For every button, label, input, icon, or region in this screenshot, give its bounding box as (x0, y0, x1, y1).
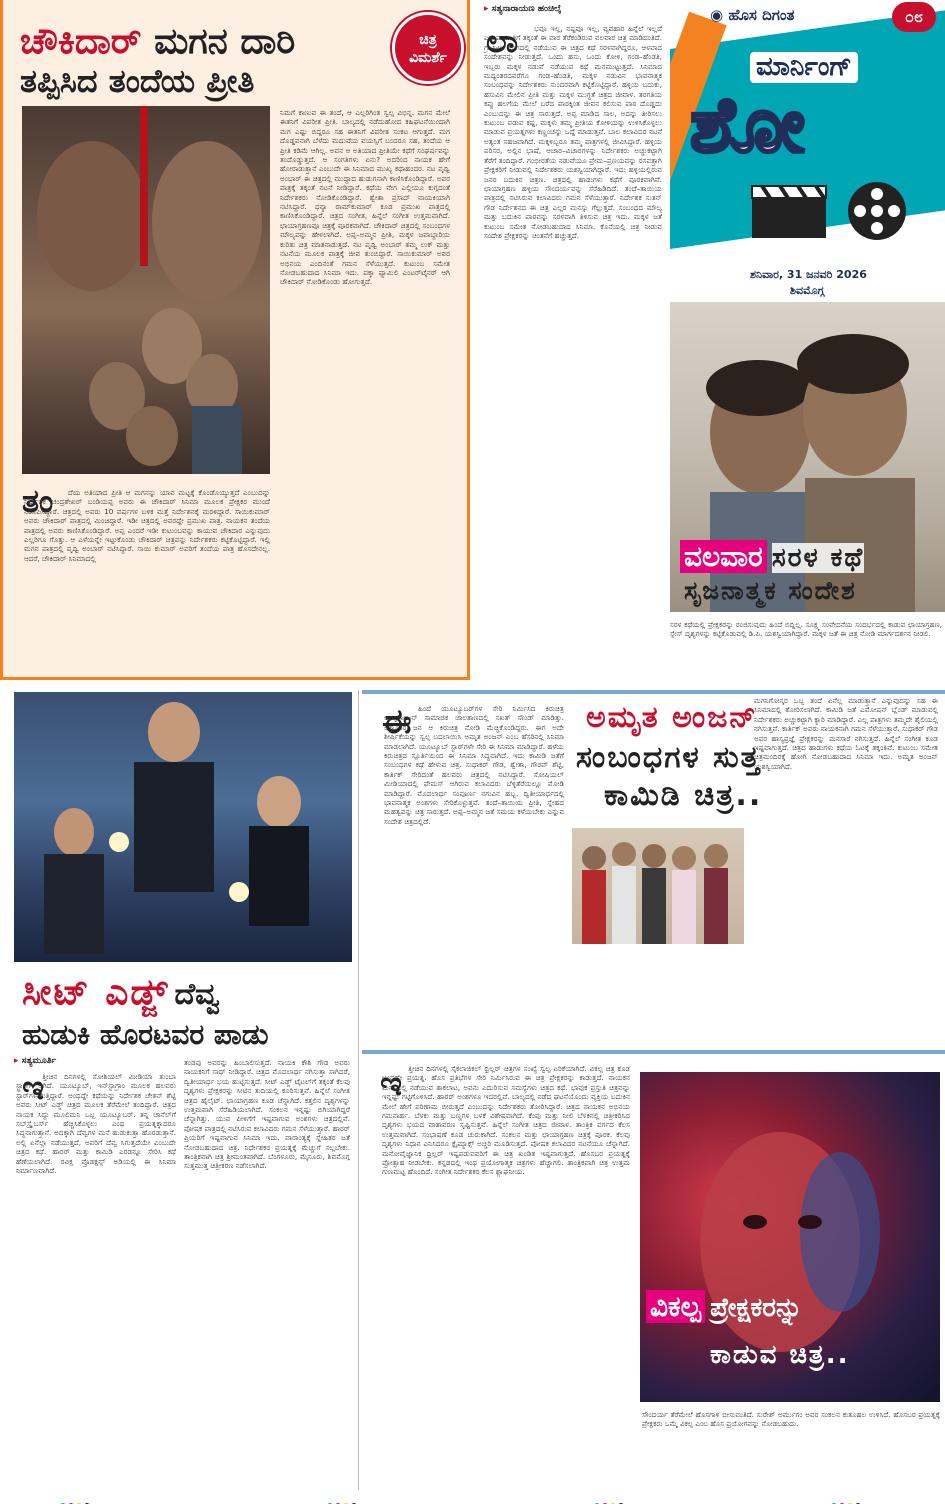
seat-edge-headline-line1 (22, 972, 220, 1014)
valavara-highlight: ವಲವಾರ (680, 540, 767, 573)
valavara-byline-text: ಸತ್ಯನಾರಾಯಣ ಹಂಚಿಲ್ಕೆ (491, 4, 562, 14)
section-title-small: ಮಾರ್ನಿಂಗ್ (750, 52, 858, 83)
amrutha-cast-photo (572, 828, 744, 944)
valavara-headline-rest: ಸರಳ ಕಥೆ (771, 543, 865, 573)
chowkidar-column-bottom: ದೆಯ ಅತಿಯಾದ ಪ್ರೀತಿ ಆ ಮಗನನ್ನು ಯಾವ ಮಟ್ಟಕ್ಕೆ ಕೊಂಡೊಯ್ಯುತ್ತದೆ ಎಂಬುದನ್ನು ನಿರ್ದೇಶಕ ಚಂದ್ರಶೇಖರ್ ಬಂಡಿಯಪ್ಪ ಅವರು ಈ ಚೌಕಿದಾರ್ ಸಿನಿಮಾ ಮೂಲಕ ಪ್ರೇಕ್ಷಕರ ಮುಂದೆ ನಿರೂಪಿಸಿದ್ದಾರೆ. ಚಿತ್ರದಲ್ಲಿ ಅವರು 10 ವರ್ಷಗಳ ಬಳಿಕ ಮತ್ತೆ ನಿರ್ದೇಶನಕ್ಕೆ ಮರಳಿದ್ದಾರೆ. ಸಾಯಿಕುಮಾರ್ ಅವರು ಚೌಕಿದಾರ್ ಪಾತ್ರದಲ್ಲಿ ಮಿಂಚಿದ್ದಾರೆ. ಇಡೀ ಚಿತ್ರದಲ್ಲಿ ಅವರದ್ದೇ ಪ್ರಮುಖ ಪಾತ್ರ. ನಾಯಕನ ತಂದೆಯ ಪಾತ್ರದಲ್ಲಿ ಅವರು ಕಾಣಿಸಿಕೊಂಡಿದ್ದಾರೆ. ಅಪ್ಪ ಎಂದರೆ ಇಡೀ ಕುಟುಂಬವನ್ನು ಕಾಯುವ ಚೌಕಿದಾರ ಎನ್ನುವುದು ಎಲ್ಲರಿಗೂ ಗೊತ್ತು. ಆ ಎಳೆಯನ್ನೇ ಇಟ್ಟುಕೊಂಡು ಚೌಕಿದಾರ್ ಚಿತ್ರವನ್ನು ನಿರ್ದೇಶಕರು ಕಟ್ಟಿಕೊಟ್ಟಿದ್ದಾರೆ. ಇಲ್ಲಿ ಮಗನ ಪಾತ್ರದಲ್ಲಿ ಪೃಥ್ವಿ ಅಂಬಾರ್ ನಟಿಸಿದ್ದಾರೆ. ಸಾಯಿ ಕುಮಾರ್ ಅವರಿಗೆ ತಂದೆಯ ಪಾತ್ರ ಹೊಸದೇನಲ್ಲ. ಆದರೆ, ಚೌಕಿದಾರ್ ಸಿನಿಮಾದಲ್ಲಿ (24, 488, 270, 563)
paper-name-text: ಹೊಸ ದಿಗಂತ (728, 6, 795, 24)
chowkidar-title-red: ಚೌಕಿದಾರ್ (20, 21, 142, 62)
amrutha-column1: ಹಿಂದೆ ಯೂಟ್ಯೂಬರ್‌ಗಳ ಸೇರಿ ನಿರ್ಮಿಸಿದ ಕಿರುಚಿತ್ರ ಅಮೃತಾಂಜನ್ ಸಾಮಾಜಿಕ ಜಾಲತಾಣದಲ್ಲಿ ಸಖತ್ ಸೌಂಡ್ ಮಾಡಿತ್ತು. ಲಕ್ಷಾಂತರ ಜನ ಆ ಕಿರುಚಿತ್ರ ನೋಡಿ ಮೆಚ್ಚಿಕೊಂಡಿದ್ದರು. ಈಗ ಅದೇ ಶೀರ್ಷಿಕೆಯನ್ನು ಸ್ವಲ್ಪ ಬದಲಾಯಿಸಿ ಅಮೃತ ಅಂಜನ್ ಎಂಬ ಹೆಸರಿನಲ್ಲಿ ಸಿನಿಮಾ ಮಾಡಲಾಗಿದೆ. ಯೂಟ್ಯೂಬ್ ಸ್ಟಾರ್‌ಗಳೇ ಸೇರಿ ಈ ಸಿನಿಮಾ ಮಾಡಿದ್ದಾರೆ. ಹಳೆಯ ಕಿರುಚಿತ್ರದ ಸ್ಪೂರ್ತಿಯಿಂದ ಈ ಸಿನಿಮಾ ಸಿದ್ಧವಾಗಿದೆ. ಇದು ಕಾಮಿಡಿ ಜತೆಗೆ ಸಂಬಂಧಗಳ ಕಥೆ ಹೇಳುವ ಚಿತ್ರ. ಸುಧಾಕರ್ ಗೌಡ, ಶ್ವೇತಾ, ಗೌರವ್ ಶೆಟ್ಟಿ, ಕಾರ್ತಿಕ್ ಸೇರಿದಂತೆ ಹಲವರು ಚಿತ್ರದಲ್ಲಿ ನಟಿಸಿದ್ದಾರೆ. ಸೋಷಿಯಲ್ ಮೀಡಿಯಾದಲ್ಲಿ ಫೇಮಸ್ ಆಗಿರುವ ಕಲಾವಿದರು ಬೆಳ್ಳಿತೆರೆಯಲ್ಲೂ ಮೋಡಿ ಮಾಡಿದ್ದಾರೆ. ಮೊದಲಾರ್ಧ ಸಂಪೂರ್ಣ ನಗುವಿನ ಹಬ್ಬ. ದ್ವಿತೀಯಾರ್ಧದಲ್ಲಿ ಭಾವನಾತ್ಮಕ ಅಂಶಗಳು ಸೇರಿಕೊಳ್ಳುತ್ತವೆ. ತಂದೆ–ತಾಯಿಯ ಪ್ರೀತಿ, ಸ್ನೇಹದ ಮಹತ್ವವನ್ನು ಚಿತ್ರ ಸಾರುತ್ತದೆ. ಅಪ್ಪ–ಅಮ್ಮನ ಜತೆ ಸಮಯ ಕಳೆಯಬೇಕು ಎನ್ನುವ ಸಂದೇಶ ಚಿತ್ರದಲ್ಲಿದೆ. (384, 704, 564, 826)
seat-edge-illustration (14, 692, 352, 962)
section-title-big: ಶೋ (690, 80, 806, 169)
valavara-headline-line2: ಸೃಜನಾತ್ಮಕ ಸಂದೇಶ (684, 576, 857, 605)
vertical-divider (358, 690, 359, 1490)
badge-line2: ವಿಮರ್ಶೆ (409, 50, 447, 66)
masthead-city: ಶಿವಮೊಗ್ಗ (790, 284, 825, 297)
page-number: ೦೮ (892, 2, 936, 32)
amrutha-headline-line2: ಸಂಬಂಧಗಳ ಸುತ್ತ (576, 740, 762, 775)
vikalpa-headline-line1 (646, 1290, 802, 1324)
masthead (670, 0, 945, 300)
seat-edge-title-rest: ದೆವ್ವ (174, 977, 220, 1012)
chowkidar-headline-line1 (20, 22, 295, 62)
paper-name (710, 6, 794, 24)
valavara-byline (484, 4, 561, 14)
amrutha-column2: ಮಗನಿಗೋಸ್ಕರ ಒಬ್ಬ ತಂದೆ ಏನೆಲ್ಲ ಮಾಡುತ್ತಾನೆ ಎನ್ನುವುದನ್ನು ಸಹ ಈ ಸಿನಿಮಾದಲ್ಲಿ ತೋರಿಸಲಾಗಿದೆ. ಕಾಮಿಡಿ ಜತೆ ಎಮೋಷನ್ ಬ್ಲೆಂಡ್ ಮಾಡುವಲ್ಲಿ ನಿರ್ದೇಶಕರು ಅಚ್ಚುಕಟ್ಟಾಗಿ ಕ್ಯಾರಿ ಮಾಡಿದ್ದಾರೆ. ಎಲ್ಲ ಪಾತ್ರಗಳು ತಮ್ಮದೇ ಶೈಲಿಯಲ್ಲಿ ನಗಿಸುತ್ತವೆ. ಕಾರ್ತಿಕ್ ಅವರು ನಾಯಕನಾಗಿ ಗಮನ ಸೆಳೆಯುತ್ತಾರೆ. ಸುಧಾಕರ್ ಗೌಡ ಅವರ ಹಾಸ್ಯಪ್ರಜ್ಞೆ ಪ್ರೇಕ್ಷಕರನ್ನು ಮನಸಾರೆ ನಗಿಸುತ್ತದೆ. ಹಿನ್ನೆಲೆ ಸಂಗೀತ ಕೂಡ ಇಷ್ಟವಾಗುತ್ತದೆ. ಚಿತ್ರದ ಹಾಡುಗಳು ಕಥೆಯ ಓಟಕ್ಕೆ ತಕ್ಕಂತಿವೆ. ಕುಟುಂಬ ಸಮೇತ ಚಿತ್ರಮಂದಿರಕ್ಕೆ ಹೋಗಿ ನೋಡಬಹುದಾದ ಸಿನಿಮಾ ಇದು. ಅಮೃತ ಅಂಜನ್ ಯಶಸ್ವಿಯಾಗಿದೆ. (754, 696, 938, 771)
chowkidar-dropcap: ತಂ (22, 482, 54, 520)
seat-edge-headline-line2: ಹುಡುಕಿ ಹೊರಟವರ ಪಾಡು (22, 1018, 269, 1051)
clapper-icon (750, 180, 830, 240)
vikalpa-highlight: ವಿಕಲ್ಪ (646, 1290, 705, 1323)
seat-edge-column1: ತ್ತೀಚಿನ ದಿನಗಳಲ್ಲಿ ಸೋಶಿಯಲ್ ಮೀಡಿಯಾ ತುಂಬಾ ಸ್ಟ್ರಾಂಗ್ ಆಗಿದೆ. ಯೂಟ್ಯೂಬ್, ಇನ್‌ಸ್ಟಾಗ್ರಾಂ ಮೂಲಕ ಹಲವರು ಸ್ಟಾರ್‌ಗಳಾಗುತ್ತಿದ್ದಾರೆ. ಅಂಥದ್ದೇ ಕಥೆಯನ್ನು ನಿರ್ದೇಶಕ ಚೇತನ್ ಶೆಟ್ಟಿ ಅವರು ಸೀಟ್ ಎಡ್ಜ್ ಚಿತ್ರದ ಮೂಲಕ ತೆರೆಮೇಲೆ ತಂದಿದ್ದಾರೆ. ಚಿತ್ರದ ನಾಯಕ ಸಿದ್ದು ಮೂಲಿಮನಿ ಒಬ್ಬ ಯೂಟ್ಯೂಬರ್. ತನ್ನ ಚಾನೆಲ್‌ಗೆ ಸಬ್‌ಸ್ಕ್ರೈಬರ್ಸ್ ಹೆಚ್ಚಿಸಿಕೊಳ್ಳಲು ಎಂಥ ಪ್ರಯತ್ನಕ್ಕಾದರೂ ಸಿದ್ಧನಾಗುತ್ತಾನೆ. ಅದಕ್ಕಾಗಿ ದೆವ್ವಗಳ ಮನೆ ಹುಡುಕುತ್ತಾ ಹೊರಡುತ್ತಾನೆ. ಅಲ್ಲಿ ಏನೆಲ್ಲಾ ನಡೆಯುತ್ತದೆ, ಅವರಿಗೆ ದೆವ್ವ ಸಿಗುತ್ತದೆಯೇ ಎಂಬುದೇ ಚಿತ್ರದ ಕಥೆ. ಹಾರರ್ ಮತ್ತು ಕಾಮಿಡಿ ಎರಡನ್ನೂ ಸೇರಿಸಿ ಕಥೆ ಹೆಣೆಯಲಾಗಿದೆ. ರವಿಕ್ಷ ಪ್ರೊಡಕ್ಷನ್ಸ್ ಅಡಿಯಲ್ಲಿ ಈ ಸಿನಿಮಾ ನಿರ್ಮಾಣವಾಗಿದೆ. (16, 1072, 176, 1176)
vikalpa-headline-rest: ಪ್ರೇಕ್ಷಕರನ್ನು (710, 1293, 803, 1323)
amrutha-headline-line3: ಕಾಮಿಡಿ ಚಿತ್ರ.. (604, 778, 763, 813)
byline-arrow-icon: ▸ (484, 4, 489, 14)
seat-edge-column2: ತಂಡವು ಅವರನ್ನು ಹಿಂಬಾಲಿಸುತ್ತದೆ. ನಾಯಕಿ ಕೌಶಿ ಗೌಡ ಅವರು ನಾಯಕನಿಗೆ ಸಾಥ್ ನೀಡಿದ್ದಾರೆ. ಚಿತ್ರದ ಮೊದಲಾರ್ಧ ನಗಿಸುತ್ತಾ ಸಾಗಿದರೆ, ದ್ವಿತೀಯಾರ್ಧ ಭಯ ಹುಟ್ಟಿಸುತ್ತದೆ. ಸೀಟ್ ಎಡ್ಜ್ ಟೈಟಲ್‌ಗೆ ತಕ್ಕಂತೆ ಕೆಲವು ದೃಶ್ಯಗಳು ಪ್ರೇಕ್ಷಕರನ್ನು ಸೀಟಿನ ತುದಿಯಲ್ಲಿ ಕೂರಿಸುತ್ತವೆ. ಹಿನ್ನೆಲೆ ಸಂಗೀತ ಚಿತ್ರದ ಹೈಲೈಟ್. ಛಾಯಾಗ್ರಹಣ ಕೂಡ ಚೆನ್ನಾಗಿದೆ. ಕತ್ತಲಿನ ದೃಶ್ಯಗಳನ್ನು ಉತ್ತಮವಾಗಿ ಸೆರೆಹಿಡಿಯಲಾಗಿದೆ. ಸಂಕಲನ ಇನ್ನಷ್ಟು ಬಿಗಿಯಾಗಿದ್ದರೆ ಚೆನ್ನಾಗಿತ್ತು. ಯುವ ಪೀಳಿಗೆಗೆ ಇಷ್ಟವಾಗುವ ಅಂಶಗಳು ಚಿತ್ರದಲ್ಲಿವೆ. ಪೋಷಕ ಪಾತ್ರದಲ್ಲಿ ನಟಿಸಿರುವ ಕಲಾವಿದರು ಗಮನ ಸೆಳೆಯುತ್ತಾರೆ. ಹಾರರ್ ಪ್ರಿಯರಿಗೆ ಇಷ್ಟವಾಗುವ ಸಿನಿಮಾ ಇದು. ವಾರಾಂತ್ಯಕ್ಕೆ ಸ್ನೇಹಿತರ ಜತೆ ನೋಡಬಹುದಾದ ಚಿತ್ರ. ನಿರ್ದೇಶಕರ ಪ್ರಯತ್ನಕ್ಕೆ ಮೆಚ್ಚುಗೆ ಸಲ್ಲಬೇಕು. ತಾಂತ್ರಿಕವಾಗಿ ಚಿತ್ರ ಶ್ರೀಮಂತವಾಗಿದೆ. ಬೆಂಗಳೂರು, ಮೈಸೂರು, ಶಿವಮೊಗ್ಗ ಸುತ್ತಮುತ್ತ ಚಿತ್ರೀಕರಣ ನಡೆಸಲಾಗಿದೆ. (184, 1058, 350, 1171)
valavara-headline-line1 (680, 540, 864, 574)
chowkidar-column-right: ನಿಮಗೆ ಕಾಣುವ ಈ ತಂದೆ, ಆ ಎಲ್ಲರಿಗಿಂತ ಸ್ವಲ್ಪ ವಿಭಿನ್ನ. ಮಗನ ಮೇಲೆ ಈತನಿಗೆ ವಿಪರೀತ ಪ್ರೀತಿ. ಬಾಲ್ಯದಲ್ಲಿ ನಡೆದುಹೋದ ಕಹಿಘಟನೆಯಿಂದಾಗಿ ಮಗ ಎಷ್ಟು ಬಿದ್ದರೂ ಸಹ ಈತನಿಗೆ ವಿಪರೀತ ಸಂಕಟ ಆಗುತ್ತದೆ. ಮಗ ದೊಡ್ಡವನಾಗಿ ಬೆಳೆದು ಮದುವೆಯ ವಯಸ್ಸಿಗೆ ಬಂದರೂ ಸಹ, ತಂದೆಯ ಆ ಪ್ರೀತಿ ಕಡಿಮೆ ಆಗಿಲ್ಲ. ಅವನ ಆ ಅತಿಯಾದ ಪ್ರೀತಿಯೇ ಕಥೆಗೆ ಸಂಘರ್ಷವನ್ನು ತಂದೊಡ್ಡುತ್ತದೆ. ಆ ಸಂಗತಿಗಳು ಏನು? ಅದರಿಂದ ನಾಯಕ ಹೇಗೆ ಹೋರಾಡುತ್ತಾನೆ ಎಂಬುದೇ ಈ ಸಿನಿಮಾದ ಮುಖ್ಯ ಕಥಾಹಂದರ. ನಟ ಪೃಥ್ವಿ ಅಂಬಾರ್ ಈ ಚಿತ್ರದಲ್ಲಿ ಮುದ್ದಾದ ಹುಡುಗನಾಗಿ ಕಾಣಿಸಿಕೊಂಡಿದ್ದಾರೆ. ಅವರ ಪಾತ್ರಕ್ಕೆ ತಕ್ಕಂತೆ ನಟನೆ ನೀಡಿದ್ದಾರೆ. ಕಥೆಯ ವೇಗ ಎಲ್ಲಿಯೂ ಕುಗ್ಗದಂತೆ ನಿರ್ದೇಶಕರು ನೋಡಿಕೊಂಡಿದ್ದಾರೆ. ಶ್ವೇತಾ ಪ್ರಸಾದ್ ನಾಯಕಿಯಾಗಿ ನಟಿಸಿದ್ದಾರೆ. ಧನ್ಯಾ ರಾಮ್‌ಕುಮಾರ್ ಕೂಡ ಪ್ರಮುಖ ಪಾತ್ರದಲ್ಲಿ ಕಾಣಿಸಿಕೊಂಡಿದ್ದಾರೆ. ಚಿತ್ರದ ಸಂಗೀತ, ಹಿನ್ನೆಲೆ ಸಂಗೀತ ಉತ್ತಮವಾಗಿದೆ. ಛಾಯಾಗ್ರಹಣವೂ ಚಿತ್ರಕ್ಕೆ ಪೂರಕವಾಗಿದೆ. ಚೌಕಿದಾರ್ ಚಿತ್ರದಲ್ಲಿ ಸಂಬಂಧಗಳ ಮೌಲ್ಯವನ್ನು ಹೇಳಲಾಗಿದೆ. ಅಪ್ಪ–ಅಮ್ಮನ ಪ್ರೀತಿ, ಮಕ್ಕಳ ಜವಾಬ್ದಾರಿಯ ಕುರಿತು ಚಿತ್ರ ಮಾತನಾಡುತ್ತದೆ. ನಟ ಪೃಥ್ವಿ ಅಂಬಾರ್ ತಮ್ಮ ಲುಕ್ ಮತ್ತು ನಟನೆಯ ಮೂಲಕ ಪಾತ್ರಕ್ಕೆ ಜೀವ ತುಂಬಿದ್ದಾರೆ. ಸಾಯಿಕುಮಾರ್ ಅವರ ಅಭಿನಯ ಎಂದಿನಂತೆ ಗಮನ ಸೆಳೆಯುತ್ತದೆ. ಕುಟುಂಬ ಸಮೇತ ನೋಡಬಹುದಾದ ಸಿನಿಮಾ ಇದು. ಪಕ್ಕಾ ಫ್ಯಾಮಿಲಿ ಎಂಟರ್‌ಟೈನರ್ ಆಗಿ ಚೌಕಿದಾರ್ ನೋಡಿಕೊಂಡು ಹೋಗುತ್ತದೆ. (280, 108, 450, 287)
amrutha-cast-illustration (572, 828, 744, 944)
masthead-date: ಶನಿವಾರ, 31 ಜನವರಿ 2026 (750, 268, 867, 281)
amrutha-headline-line1: ಅಮೃತ ಅಂಜನ್ (586, 700, 758, 735)
valavara-column: ಭವೂ ಇಲ್ಲ, ನಷ್ಟವೂ ಇಲ್ಲ, ವ್ಯವಹಾರ ಹಿನ್ನೆಲೆ ಇಲ್ಲದೆ ಎನ್ನುವ ಮಾತಿಗೆ ತಕ್ಕಂತೆ ಈ ವಾರ ತೆರೆಕಂಡಿರುವ ವಲವಾರ ಚಿತ್ರ ಮಾಡಿದಂತಿದೆ. ಗ್ರಾಮೀಣ ಭಾಗದಲ್ಲಿ ನಡೆಯುವ ಈ ಚಿತ್ರದ ಕಥೆ ಸರಳವಾಗಿದ್ದರೂ, ಆಳವಾದ ಸಂದೇಶವನ್ನು ನೀಡುತ್ತದೆ. ಒಂದು ಹಸು, ಒಂದು ಕೋಳಿ, ಗಂಡ–ಹೆಂಡತಿ, ಇಬ್ಬರು ಮಕ್ಕಳ ನಡುವೆ ನಡೆಯುವ ಕಥೆ ಮನಮುಟ್ಟುತ್ತದೆ. ಸಿನಿಮಾದ ಮಧ್ಯಂತರದವರೆಗೂ ಗಂಡ–ಹೆಂಡತಿ, ಮಕ್ಕಳ ನಡುವಿನ ಭಾವನಾತ್ಮಕ ಸಂಬಂಧವನ್ನು ನಿರ್ದೇಶಕರು ಸುಂದರವಾಗಿ ಕಟ್ಟಿಕೊಟ್ಟಿದ್ದಾರೆ. ಹಳ್ಳಿಯ ಬದುಕು, ಹಸುವಿನ ಮೇಲಿನ ಪ್ರೀತಿ ಮತ್ತು ಮಕ್ಕಳ ಮುಗ್ಧತೆ ಚಿತ್ರದ ಜೀವಾಳ. ತರಗತಿಯ ಕಪ್ಪು ಹಲಗೆಯ ಮೇಲೆ ಬರೆದ ಪಾಠಕ್ಕಿಂತ ಜೀವನ ಕಲಿಸುವ ಪಾಠ ದೊಡ್ಡದು ಎಂಬುದನ್ನು ಈ ಚಿತ್ರ ಸಾರುತ್ತದೆ. ಅಪ್ಪ ಮಾಡಿದ ಸಾಲ, ಅದನ್ನು ತೀರಿಸಲು ಕುಟುಂಬ ಪಡುವ ಕಷ್ಟ, ಮಕ್ಕಳು ತಮ್ಮ ಪ್ರೀತಿಯ ಕೋಳಿಯನ್ನು ಉಳಿಸಿಕೊಳ್ಳಲು ಮಾಡುವ ಪ್ರಯತ್ನಗಳು ಕಣ್ಣಂಚನ್ನು ಒದ್ದೆ ಮಾಡುತ್ತವೆ. ಬಾಲ ಕಲಾವಿದರ ನಟನೆ ಅತ್ಯಂತ ಸಹಜವಾಗಿದೆ. ಮಕ್ಕಳಿಬ್ಬರೂ ತಮ್ಮ ಪಾತ್ರಗಳಲ್ಲಿ ಜೀವಿಸಿದ್ದಾರೆ. ಹಳ್ಳಿಯ ಪರಿಸರ, ಅಲ್ಲಿನ ಭಾಷೆ, ಆಚಾರ–ವಿಚಾರಗಳನ್ನು ನಿರ್ದೇಶಕರು ಅಚ್ಚುಕಟ್ಟಾಗಿ ತೆರೆಗೆ ತಂದಿದ್ದಾರೆ. ಗಂಭೀರತೆಯ ನಡುವೆಯೂ ಪ್ರೇಮ–ಪ್ರಣಯವನ್ನು ರಸವತ್ತಾಗಿ ಪ್ರೇಕ್ಷಕರಿಗೆ ನೀಡುವಲ್ಲಿ ನಿರ್ದೇಶಕರು ಯಶಸ್ವಿಯಾಗಿದ್ದಾರೆ. ಇದು ಹಳ್ಳಿಯಲ್ಲಿರುವ ಜನರ ಬದುಕಿನ ಚಿತ್ರಣ. ಚಿತ್ರದಲ್ಲಿ ಹಾಡುಗಳು ಕಥೆಗೆ ಪೂರಕವಾಗಿವೆ. ಛಾಯಾಗ್ರಹಣ ಹಳ್ಳಿಯ ಸೌಂದರ್ಯವನ್ನು ಸೆರೆಹಿಡಿದಿದೆ. ತಂದೆ–ತಾಯಿಯ ಪಾತ್ರದಲ್ಲಿ ನಟಿಸಿರುವ ಕಲಾವಿದರು ಗಮನ ಸೆಳೆಯುತ್ತಾರೆ. ನಿರ್ದೇಶಕ ಸುತನ್ ಗೌಡ ನಿರ್ದೇಶನದ ಈ ಚಿತ್ರ ಎಲ್ಲರ ಮನಸ್ಸು ಗೆಲ್ಲುತ್ತದೆ. ಸಂಬಂಧದ ಮೌಲ್ಯ ಮತ್ತು ಬದುಕಿನ ಪಾಠವನ್ನು ಸರಳವಾಗಿ ತಿಳಿಸುವ ಚಿತ್ರ ಇದು. ಮಕ್ಕಳ ಜತೆ ಕುಟುಂಬ ಸಮೇತ ನೋಡಬಹುದಾದ ಸಿನಿಮಾ. ಕೊನೆಯಲ್ಲಿ ಚಿತ್ರ ನೀಡುವ ಸಂದೇಶ ಪ್ರೇಕ್ಷಕರನ್ನು ಚಿಂತನೆಗೆ ಹಚ್ಚುತ್ತದೆ. (484, 24, 662, 240)
valavara-dropcap: ಲಾ (486, 22, 519, 60)
seat-edge-byline-arrow-icon: ▸ (14, 1056, 19, 1066)
poster-illustration (22, 106, 270, 474)
seat-edge-poster (14, 692, 352, 962)
chowkidar-poster (22, 106, 270, 474)
seat-edge-title-red: ಸೀಟ್ ಎಡ್ಜ್ (22, 972, 170, 1013)
valavara-bottom-text: ಸರಳ ಕಥೆಯಲ್ಲಿ ಪ್ರೇಕ್ಷಕರನ್ನು ರಂಜಿಸುವುದು ಹಿಂದೆ ಬಿದ್ದಿಲ್ಲ. ಸೂಕ್ಷ್ಮ ಸಂವೇದನೆಯ ಸಂದರ್ಭದಲ್ಲಿ ಕಾಡುವ ಛಾಯಾಗ್ರಹಣ, ಸ್ಪೇಸ್ ದೃಶ್ಯಗಳನ್ನು ಕಟ್ಟಿಕೊಡುವಲ್ಲಿ ಡಿ.ಪಿ. ಯಶಸ್ವಿಯಾಗಿದ್ದಾರೆ. ಮಕ್ಕಳ ಜತೆ ಈ ಚಿತ್ರ ನೋಡಿ ಮಾರ್ಗದರ್ಶನ ನೀಡಲಿ. (670, 620, 942, 639)
paper-logo-icon: ◉ (710, 6, 724, 24)
amrutha-dropcap: ಈ (382, 702, 412, 742)
vikalpa-dropcap: ಇ (380, 1064, 403, 1104)
chowkidar-title-rest: ಮಗನ ದಾರಿ (154, 21, 296, 62)
seat-edge-dropcap: ಇ (22, 1068, 45, 1108)
seat-edge-byline-text: ಸತ್ಯಮೂರ್ತಿ (21, 1056, 57, 1066)
vikalpa-column: ತ್ತೀಚಿನ ದಿನಗಳಲ್ಲಿ ಸೈಕಲಾಜಿಕಲ್ ಥ್ರಿಲ್ಲರ್ ಚಿತ್ರಗಳ ಸಂಖ್ಯೆ ಸ್ವಲ್ಪ ಏರಿಕೆಯಾಗಿದೆ. ವಿಕಲ್ಪ ಚಿತ್ರ ಕೂಡ ಅಂಥದ್ದೇ ಪ್ರಯತ್ನ. ಹೊಸ ಪ್ರತಿಭೆಗಳ ಸೇರಿ ನಿರ್ಮಿಸಿರುವ ಈ ಚಿತ್ರ ಪ್ರೇಕ್ಷಕರನ್ನು ಕಾಡುತ್ತದೆ. ನಾಯಕನ ಮನಸ್ಸಿನಲ್ಲಿ ನಡೆಯುವ ತಾಕಲಾಟ, ಅವನು ಎದುರಿಸುವ ಸಮಸ್ಯೆಗಳು ಚಿತ್ರದ ಕಥೆ. ಭಾವುಕ ಪ್ರಸ್ತುತಿ ಚಿತ್ರವನ್ನು ಇನ್ನಷ್ಟು ಗಟ್ಟಿಗೊಳಿಸಿದೆ. ಹಾರರ್ ಅಂಶಗಳೂ ಇದರಲ್ಲಿವೆ. ಬಾಲ್ಯದಲ್ಲಿ ನಡೆದ ಘಟನೆಯೊಂದು ವ್ಯಕ್ತಿಯ ಬದುಕಿನ ಮೇಲೆ ಹೇಗೆ ಪರಿಣಾಮ ಬೀರುತ್ತದೆ ಎಂಬುದನ್ನು ನಿರ್ದೇಶಕರು ತೋರಿಸಿದ್ದಾರೆ. ಚಿತ್ರದ ನಾಯಕನ ಅಭಿನಯ ಗಮನಾರ್ಹ. ಬೆಳಕು ಮತ್ತು ಬಣ್ಣಗಳ ಬಳಕೆ ವಿಶೇಷವಾಗಿದೆ. ಕೆಂಪು ಮತ್ತು ನೀಲಿ ಬೆಳಕಿನಲ್ಲಿ ಚಿತ್ರೀಕರಿಸಿದ ದೃಶ್ಯಗಳು ಭಯದ ವಾತಾವರಣ ಸೃಷ್ಟಿಸುತ್ತವೆ. ಹಿನ್ನೆಲೆ ಸಂಗೀತ ಚಿತ್ರದ ಜೀವಾಳ. ತಾಂತ್ರಿಕ ವರ್ಗದ ಕೆಲಸ ಉತ್ತಮವಾಗಿದೆ. ಸಂಭಾಷಣೆ ಕೂಡ ಚುರುಕಾಗಿದೆ. ಸಂಕಲನ ಮತ್ತು ಛಾಯಾಗ್ರಹಣ ಚಿತ್ರಕ್ಕೆ ಪೂರಕ. ಕೆಲವು ದೃಶ್ಯಗಳು ನಿಧಾನ ಎನಿಸಿದರೂ ಕ್ಲೈಮ್ಯಾಕ್ಸ್ ಅಚ್ಚರಿ ಮೂಡಿಸುತ್ತದೆ. ಪೋಷಕ ಕಲಾವಿದರ ನಟನೆಯೂ ಚೆನ್ನಾಗಿದೆ. ಮನೋವೈಜ್ಞಾನಿಕ ಥ್ರಿಲ್ಲರ್ ಇಷ್ಟಪಡುವವರಿಗೆ ಈ ಚಿತ್ರ ಖಂಡಿತ ಇಷ್ಟವಾಗುತ್ತದೆ. ಹೊಸಬರ ಪ್ರಯತ್ನಕ್ಕೆ ಪ್ರೋತ್ಸಾಹ ನೀಡಬೇಕು. ಕನ್ನಡದಲ್ಲಿ ಇಂಥ ಪ್ರಯೋಗಾತ್ಮಕ ಚಿತ್ರಗಳು ಹೆಚ್ಚಾಗಲಿ. ತಾಂತ್ರಿಕವಾಗಿ ಚಿತ್ರ ಉತ್ತಮ ಗುಣಮಟ್ಟ ಹೊಂದಿದೆ. ಸಂಗೀತ ನಿರ್ದೇಶಕರ ಕೆಲಸ ಶ್ಲಾಘನೀಯ. (382, 1064, 630, 1177)
chowkidar-headline-line2: ತಪ್ಪಿಸಿದ ತಂದೆಯ ಪ್ರೀತಿ (20, 62, 255, 100)
vikalpa-bottom-text: ಸೌಂದರ್ಯ ತೆರೆಮೇಲೆ ಹೊಸಗಾಳಿ ಬೀಸುವಂತಿದೆ. ಸುರೇಶ್ ಅರ್ಮುಗಂ ಅವರ ಸಂಕಲನ ಕುತೂಹಲ ಉಳಿಸಿದೆ. ಹೊಸಬರ ಪ್ರಯತ್ನಕ್ಕೆ ಪ್ರೇಕ್ಷಕರು ಒಮ್ಮೆ ವಿಕಲ್ಪ ಎಂಬ ಹೊಸ ಪ್ರಯೋಗವನ್ನು ನೋಡಬಹುದು. (642, 1410, 940, 1429)
vikalpa-headline-line2: ಕಾಡುವ ಚಿತ್ರ.. (710, 1340, 850, 1370)
print-registration-marks (60, 1494, 940, 1502)
review-badge (392, 12, 464, 84)
badge-line1: ಚಿತ್ರ (419, 32, 437, 48)
film-reel-icon (846, 180, 908, 242)
seat-edge-byline (14, 1056, 56, 1066)
